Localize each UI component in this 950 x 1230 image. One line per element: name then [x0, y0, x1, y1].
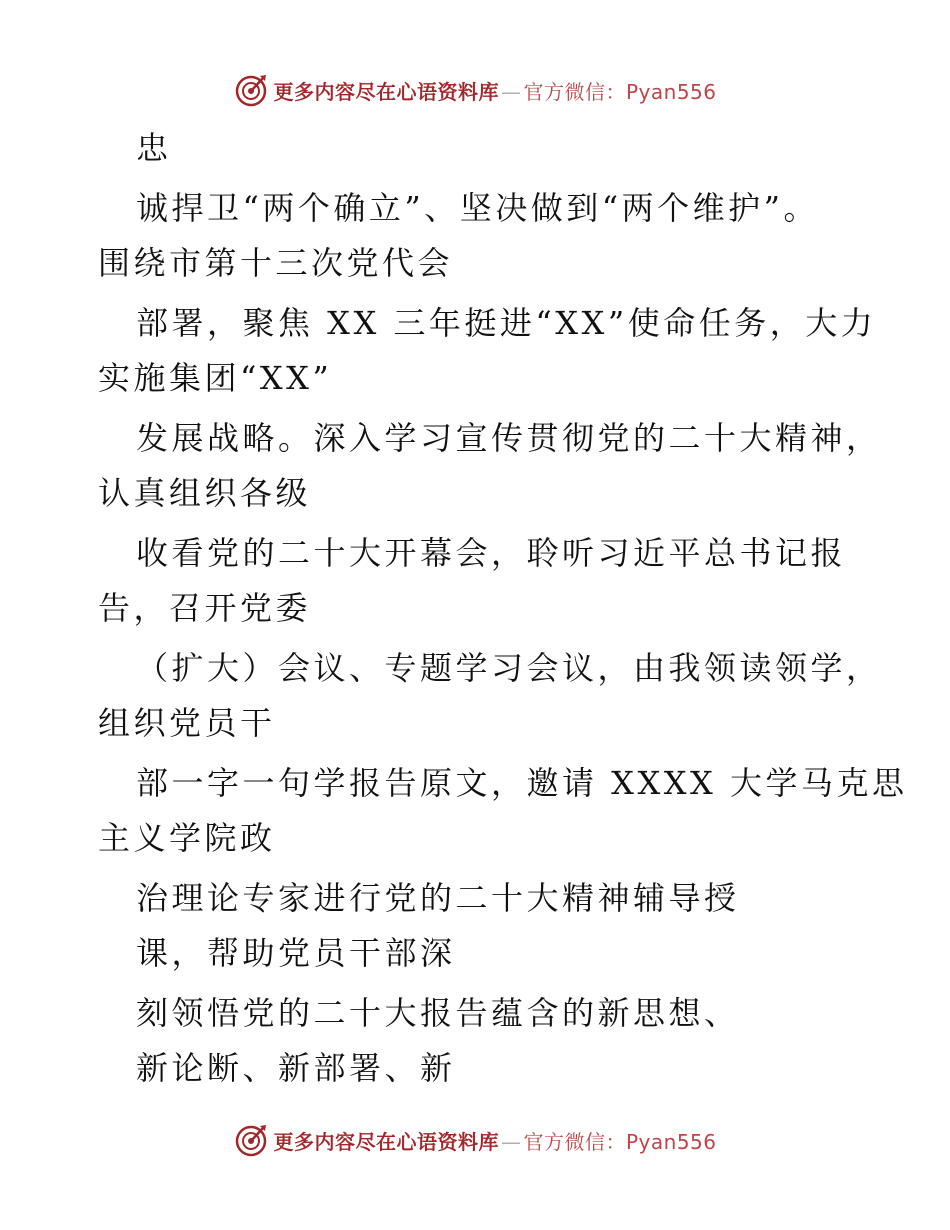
body-line: 忠	[136, 129, 172, 167]
body-line: 刻领悟党的二十大报告蕴含的新思想、	[136, 994, 740, 1032]
body-line: 围绕市第十三次党代会	[98, 244, 454, 282]
footer-separator: —	[500, 1129, 522, 1154]
brand-logo-icon	[233, 1122, 269, 1158]
body-line: 治理论专家进行党的二十大精神辅导授	[136, 879, 740, 917]
body-line: 新论断、新部署、新	[136, 1049, 456, 1087]
body-line: 组织党员干	[98, 704, 276, 742]
body-line: 认真组织各级	[98, 474, 312, 512]
body-line: 告，召开党委	[98, 589, 312, 627]
body-line: 诚捍卫“两个确立”、坚决做到“两个维护”。	[136, 189, 819, 227]
body-line: 实施集团“XX”	[98, 359, 333, 397]
body-line: 发展战略。深入学习宣传贯彻党的二十大精神，	[136, 419, 882, 457]
body-line: 课，帮助党员干部深	[136, 934, 456, 972]
footer-wechat-label: 官方微信：	[523, 1129, 626, 1154]
header-watermark-banner	[0, 70, 950, 110]
header-site-text: 更多内容尽在心语资料库	[273, 79, 499, 104]
header-watermark-text	[273, 76, 716, 105]
header-wechat-id: Pyan556	[625, 79, 717, 104]
brand-logo-icon	[233, 72, 269, 108]
body-line: 主义学院政	[98, 819, 276, 857]
body-line: 部署，聚焦 XX 三年挺进“XX”使命任务，大力	[136, 304, 877, 342]
body-line: 收看党的二十大开幕会，聆听习近平总书记报	[136, 534, 847, 572]
footer-wechat-id: Pyan556	[625, 1129, 717, 1154]
body-line: （扩大）会议、专题学习会议，由我领读领学，	[136, 649, 882, 687]
footer-site-text: 更多内容尽在心语资料库	[273, 1129, 499, 1154]
footer-watermark-banner	[0, 1120, 950, 1160]
footer-watermark-text	[273, 1126, 716, 1155]
header-wechat-label: 官方微信：	[523, 79, 626, 104]
body-line: 部一字一句学报告原文，邀请 XXXX 大学马克思	[136, 764, 908, 802]
header-separator: —	[500, 79, 522, 104]
